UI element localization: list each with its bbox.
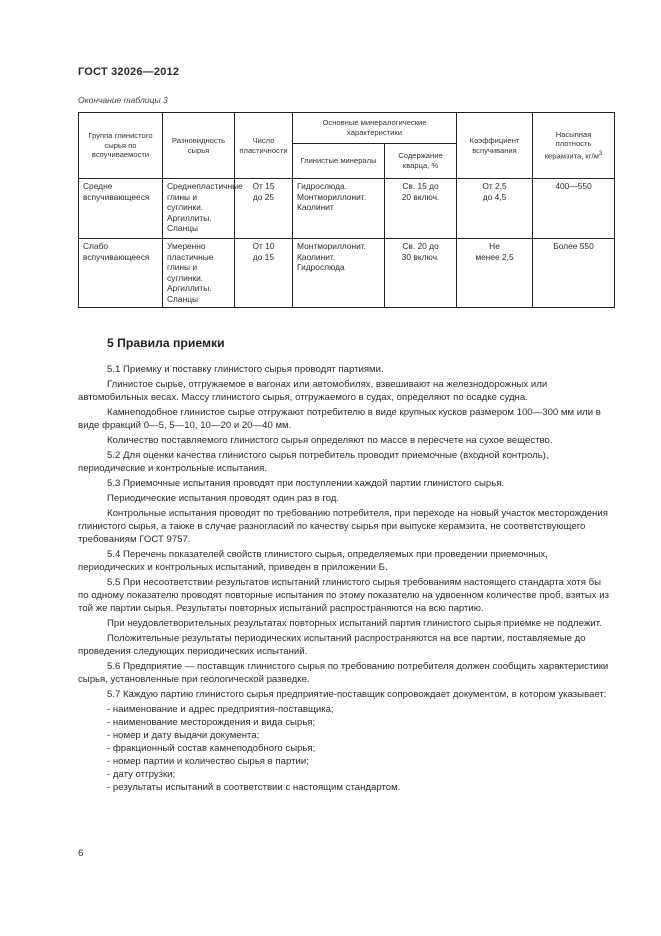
cell-density: 400—550 (533, 179, 615, 239)
paragraph: 5.5 При несоответствии результатов испытаний глинистого сырья требованиям настоящего стандарта хотя бы по одному показателю проводят повторные испытания по этому показателю на удвоенном количестве проб, взятых из той же партии сырья. Результаты повторных испытаний распространяются на всю партию. (78, 577, 609, 614)
header-group: Группа глинистого сырья по вспучиваемости (79, 113, 163, 179)
cell-coefficient: От 2,5 до 4,5 (457, 179, 533, 239)
paragraph: Положительные результаты периодических испытаний распространяются на все партии, поставляемые до проведения следующих периодических испытаний. (78, 633, 586, 657)
paragraph: Глинистое сырье, отгружаемое в вагонах или автомобилях, взвешивают на железнодорожных или автомобильных весах. Массу глинистого сырья, отгружаемого в судах, определяют по осадке судна. (78, 379, 548, 403)
clay-classification-table (78, 112, 615, 308)
header-variety: Разновидность сырья (163, 113, 235, 179)
cell-density: Более 550 (533, 239, 615, 308)
cell-quartz: Св. 15 до 20 включ. (385, 179, 457, 239)
table-row (79, 179, 615, 239)
header-density (533, 113, 615, 179)
header-mineral-main: Основные минералогические характеристики (293, 113, 457, 144)
section-body (78, 363, 613, 794)
paragraph: Контрольные испытания проводят по требованию потребителя, при переходе на новый участок месторождения глинистого сырья, а также в случае разногласий по качеству сырья при выпуске керамзита, не соответствующего требованиям ГОСТ 9757. (78, 508, 608, 545)
cell-minerals: Гидрослюда. Монтмориллонит. Каолинит (293, 179, 385, 239)
header-quartz: Содержание кварца, % (385, 144, 457, 179)
paragraph: При неудовлетворительных результатах повторных испытаний партия глинистого сырья приемке не подлежит. (107, 618, 602, 629)
header-density-sup: 3 (598, 150, 603, 158)
cell-quartz: Св. 20 до 30 включ. (385, 239, 457, 308)
header-coefficient: Коэффициент вспучивания (457, 113, 533, 179)
paragraph: Периодические испытания проводят один раз в год. (107, 493, 340, 504)
paragraph: 5.3 Приемочные испытания проводят при поступлении каждой партии глинистого сырья. (107, 478, 505, 489)
cell-coefficient: Не менее 2,5 (457, 239, 533, 308)
cell-variety: Умеренно пластичные глины и суглинки. Аргиллиты. Сланцы (163, 239, 235, 308)
cell-group: Слабо вспучивающееся (79, 239, 163, 308)
table-row (79, 239, 615, 308)
paragraph: 5.4 Перечень показателей свойств глинистого сырья, определяемых при проведении приемочных, периодических и контрольных испытаний, приведен в приложении Б. (78, 549, 548, 573)
table-caption: Окончание таблицы 3 (78, 95, 168, 105)
header-clay-minerals: Глинистые минералы (293, 144, 385, 179)
cell-variety: Среднепластичные глины и суглинки. Аргиллиты. Сланцы (163, 179, 235, 239)
header-density-label: Насыпная плотность керамзита, кг/м (544, 129, 599, 161)
cell-plasticity: От 15 до 25 (235, 179, 293, 239)
cell-minerals: Монтмориллонит. Каолинит. Гидрослюда (293, 239, 385, 308)
list-item: - наименование месторождения и вида сырья; (107, 717, 316, 728)
paragraph: 5.6 Предприятие — поставщик глинистого сырья по требованию потребителя должен сообщить характеристики сырья, установленные при геологической разведке. (78, 661, 609, 685)
list-item: - наименование и адрес предприятия-поставщика; (107, 704, 334, 715)
header-plasticity: Число пластичности (235, 113, 293, 179)
paragraph: 5.2 Для оценки качества глинистого сырья потребитель проводит приемочные (входной контроль), периодические и контрольные испытания. (78, 450, 549, 474)
section-title: 5 Правила приемки (107, 336, 225, 350)
list-item: - результаты испытаний в соответствии с настоящим стандартом. (107, 782, 401, 793)
list-item: - номер партии и количество сырья в партии; (107, 756, 309, 767)
page-number: 6 (78, 848, 84, 859)
requirements-list (107, 703, 613, 794)
list-item: - номер и дату выдачи документа; (107, 730, 260, 741)
standard-header: ГОСТ 32026—2012 (78, 66, 180, 78)
paragraph: 5.7 Каждую партию глинистого сырья предприятие-поставщик сопровождает документом, в котором указывает: (107, 689, 607, 700)
list-item: - фракционный состав камнеподобного сырья; (107, 743, 316, 754)
cell-plasticity: От 10 до 15 (235, 239, 293, 308)
paragraph-list (78, 363, 613, 701)
paragraph: 5.1 Приемку и поставку глинистого сырья проводят партиями. (107, 364, 384, 375)
paragraph: Количество поставляемого глинистого сырья определяют по массе в пересчете на сухое вещество. (107, 435, 553, 446)
list-item: - дату отгрузки; (107, 769, 176, 780)
cell-group: Средне вспучивающееся (79, 179, 163, 239)
paragraph: Камнеподобное глинистое сырье отгружают потребителю в виде крупных кусков размером 100—300 мм или в виде фракций 0—5, 5—10, 10—20 и 20—40 мм. (78, 407, 601, 431)
